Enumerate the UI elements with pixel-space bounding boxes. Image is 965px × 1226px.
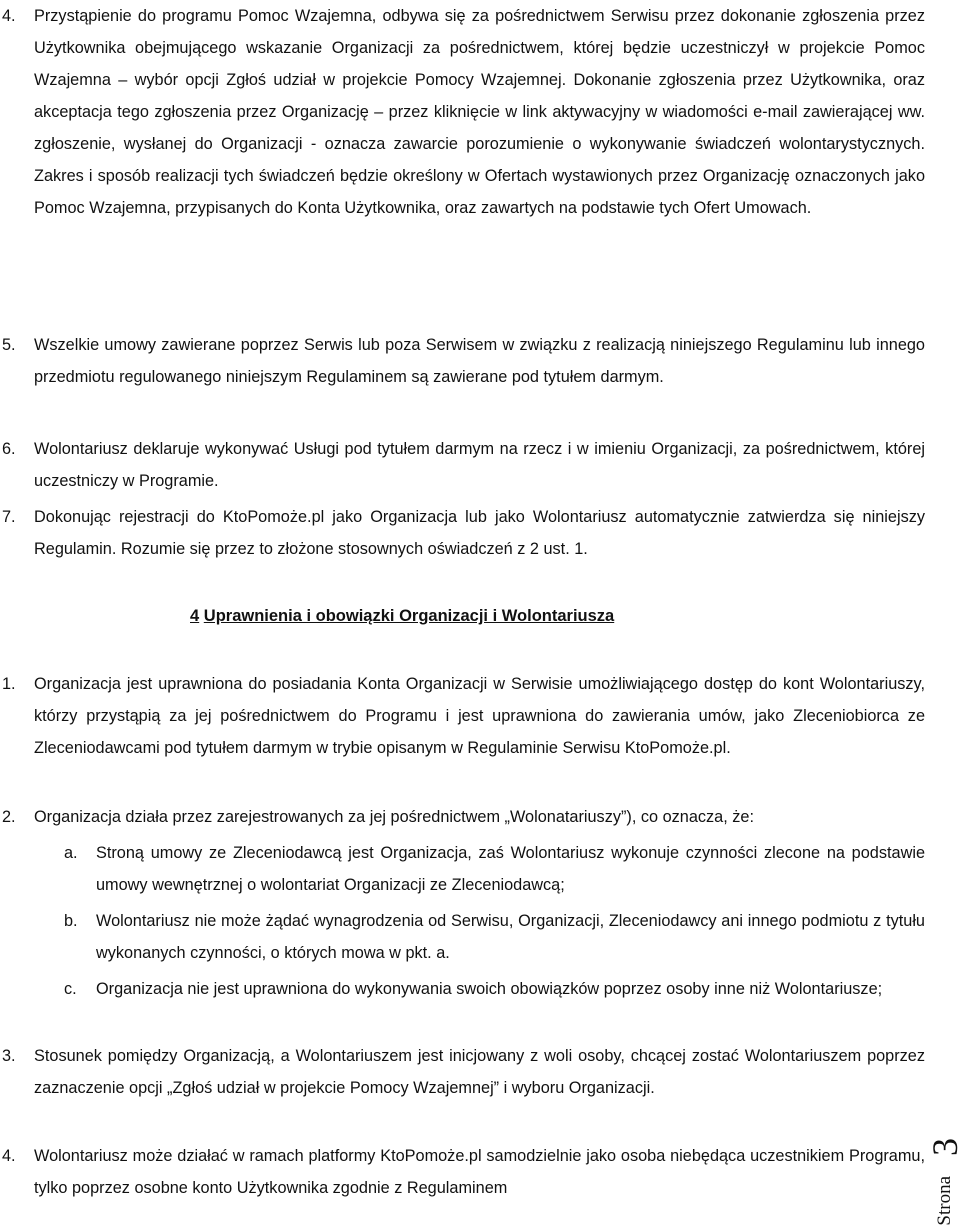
item-number: 6. [2,440,16,458]
list-item [0,329,925,393]
item-number: 4. [2,7,16,25]
item-text: Organizacja działa przez zarejestrowanych za jej pośrednictwem „Wolonatariuszy”), co oznacza, że: [34,808,754,826]
sub-item-letter: b. [64,912,78,930]
list-item [0,0,925,224]
item-number: 3. [2,1047,16,1065]
section-title: Uprawnienia i obowiązki Organizacji i Wolontariusza [203,607,615,625]
item-text: Stosunek pomiędzy Organizacją, a Wolontariuszem jest inicjowany z woli osoby, chcącej zostać Wolontariuszem poprzez zaznaczenie opcji „Zgłoś udział w projekcie Pomocy Wzajemnej” i wyboru Organizacji. [34,1047,925,1097]
item-text: Organizacja jest uprawniona do posiadania Konta Organizacji w Serwisie umożliwiającego dostęp do kont Wolontariuszy, którzy przystąpią za jej pośrednictwem do Programu i jest uprawniona do zawierania umów, jako Zleceniobiorca ze Zleceniodawcami pod tytułem darmym w trybie opisanym w Regulaminie Serwisu KtoPomoże.pl. [34,675,925,757]
sub-list-item [0,905,925,969]
item-text: Wszelkie umowy zawierane poprzez Serwis lub poza Serwisem w związku z realizacją niniejszego Regulaminu lub innego przedmiotu regulowanego niniejszym Regulaminem są zawierane pod tytułem darmym. [34,336,925,386]
item-text: Przystąpienie do programu Pomoc Wzajemna, odbywa się za pośrednictwem Serwisu przez dokonanie zgłoszenia przez Użytkownika obejmującego wskazanie Organizacji za pośrednictwem, której będzie uczestniczył w projekcie Pomoc Wzajemna – wybór opcji Zgłoś udział w projekcie Pomocy Wzajemnej. Dokonanie zgłoszenia przez Użytkownika, oraz akceptacja tego zgłoszenia przez Organizację – przez kliknięcie w link aktywacyjny w wiadomości e-mail zawierającej ww. zgłoszenie, wysłanej do Organizacji - oznacza zawarcie porozumienie o wykonywanie świadczeń wolontarystycznych. Zakres i sposób realizacji tych świadczeń będzie określony w Ofertach wystawionych przez Organizację oznaczonych jako Pomoc Wzajemna, przypisanych do Konta Użytkownika, oraz zawartych na podstawie tych Ofert Umowach. [34,7,925,217]
item-number: 4. [2,1147,16,1165]
item-number: 1. [2,675,16,693]
list-item [0,501,925,565]
item-text: Wolontariusz deklaruje wykonywać Usługi pod tytułem darmym na rzecz i w imieniu Organizacji, za pośrednictwem, której uczestniczy w Programie. [34,440,925,490]
sub-list-item [0,837,925,901]
item-number: 5. [2,336,16,354]
item-number: 2. [2,808,16,826]
page-footer [925,1138,965,1226]
page-label: Strona [934,1176,955,1226]
list-item [0,1040,925,1104]
list-item [0,1140,925,1204]
page-number: 3 [925,1138,965,1156]
sub-item-text: Organizacja nie jest uprawniona do wykonywania swoich obowiązków poprzez osoby inne niż Wolontariusze; [96,980,883,998]
list-item [0,801,925,833]
sub-item-text: Wolontariusz nie może żądać wynagrodzenia od Serwisu, Organizacji, Zleceniodawcy ani innego podmiotu z tytułu wykonanych czynności, o których mowa w pkt. a. [96,912,925,962]
section-heading [190,600,750,632]
sub-item-letter: a. [64,844,78,862]
sub-item-text: Stroną umowy ze Zleceniodawcą jest Organizacja, zaś Wolontariusz wykonuje czynności zlecone na podstawie umowy wewnętrznej o wolontariat Organizacji ze Zleceniodawcą; [96,844,925,894]
list-item [0,668,925,764]
sub-item-letter: c. [64,980,77,998]
item-text: Dokonując rejestracji do KtoPomoże.pl jako Organizacja lub jako Wolontariusz automatycznie zatwierdza się niniejszy Regulamin. Rozumie się przez to złożone stosownych oświadczeń z 2 ust. 1. [34,508,925,558]
section-number: 4 [190,607,200,625]
list-item [0,433,925,497]
sub-list-item [0,973,925,1005]
item-text: Wolontariusz może działać w ramach platformy KtoPomoże.pl samodzielnie jako osoba niebędąca uczestnikiem Programu, tylko poprzez osobne konto Użytkownika zgodnie z Regulaminem [34,1147,925,1197]
item-number: 7. [2,508,16,526]
